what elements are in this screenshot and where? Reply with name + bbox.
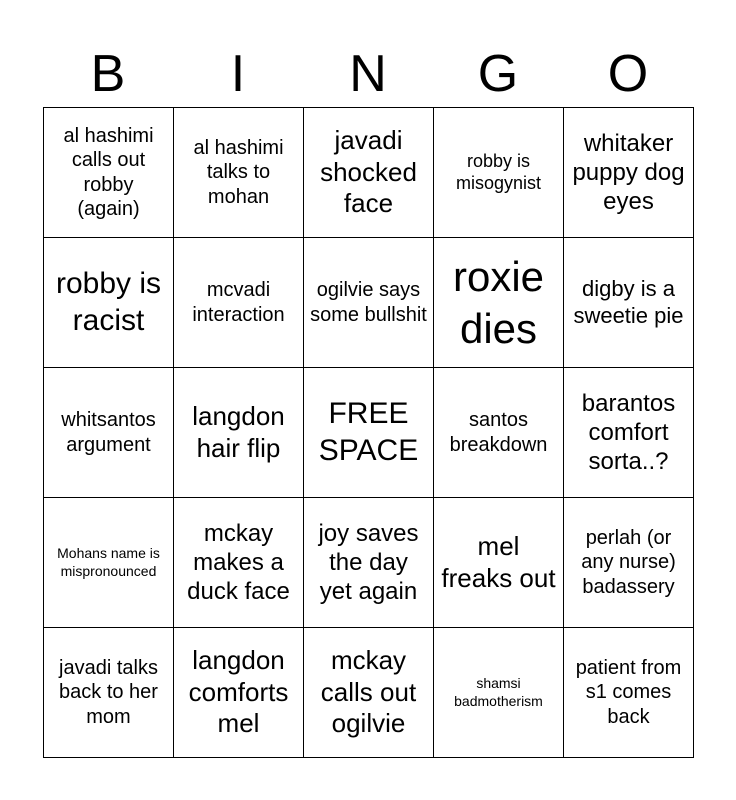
cell-text: patient from s1 comes back [575, 656, 682, 728]
cell-text: barantos comfort sorta..? [581, 389, 676, 476]
bingo-cell[interactable] [174, 238, 304, 368]
header-letter-b: B [90, 45, 126, 103]
cell-text: robby is racist [55, 266, 162, 337]
cell-text: mckay calls out ogilvie [320, 644, 417, 739]
cell-text: langdon comforts mel [188, 644, 289, 739]
cell-text: FREE SPACE [318, 396, 419, 467]
bingo-cell[interactable] [174, 628, 304, 758]
cell-text: javadi talks back to her mom [59, 656, 158, 728]
bingo-cell[interactable] [44, 108, 174, 238]
cell-text: Mohans name is mispronounced [57, 545, 160, 579]
header-letter-o: O [607, 45, 649, 103]
board-row [44, 108, 694, 238]
header-letter-g: G [477, 45, 519, 103]
cell-text: langdon hair flip [192, 400, 285, 463]
header-letter-i: I [230, 45, 246, 103]
bingo-cell[interactable] [434, 238, 564, 368]
bingo-cell[interactable] [304, 368, 434, 498]
cell-text: joy saves the day yet again [318, 519, 419, 606]
bingo-cell[interactable] [44, 628, 174, 758]
bingo-cell[interactable] [44, 498, 174, 628]
cell-text: al hashimi calls out robby (again) [63, 124, 154, 220]
bingo-cell[interactable] [44, 368, 174, 498]
cell-text: javadi shocked face [320, 124, 417, 219]
cell-text: mcvadi interaction [192, 279, 285, 326]
bingo-cell[interactable] [434, 628, 564, 758]
bingo-board [43, 107, 694, 758]
cell-text: digby is a sweetie pie [573, 275, 684, 328]
cell-text: robby is misogynist [455, 150, 542, 193]
bingo-header [43, 40, 693, 108]
board-row [44, 498, 694, 628]
cell-text: shamsi badmotherism [454, 675, 543, 709]
cell-text: mckay makes a duck face [187, 519, 290, 606]
bingo-cell[interactable] [564, 628, 694, 758]
cell-text: perlah (or any nurse) badassery [581, 526, 676, 598]
board-row [44, 628, 694, 758]
bingo-cell[interactable] [564, 368, 694, 498]
bingo-cell[interactable] [564, 498, 694, 628]
bingo-cell[interactable] [174, 498, 304, 628]
cell-text: ogilvie says some bullshit [310, 279, 427, 326]
cell-text: whitsantos argument [61, 409, 156, 456]
cell-text: roxie dies [452, 253, 545, 352]
bingo-cell[interactable] [44, 238, 174, 368]
bingo-cell[interactable] [174, 108, 304, 238]
cell-text: mel freaks out [441, 530, 556, 593]
cell-text: al hashimi talks to mohan [193, 136, 284, 208]
bingo-cell[interactable] [304, 628, 434, 758]
bingo-cell[interactable] [434, 368, 564, 498]
bingo-cell[interactable] [304, 238, 434, 368]
bingo-cell[interactable] [434, 108, 564, 238]
bingo-cell[interactable] [174, 368, 304, 498]
bingo-cell[interactable] [564, 108, 694, 238]
header-letter-n: N [349, 45, 387, 103]
cell-text: santos breakdown [449, 409, 548, 456]
bingo-cell[interactable] [564, 238, 694, 368]
board-row [44, 368, 694, 498]
bingo-cell[interactable] [304, 108, 434, 238]
board-row [44, 238, 694, 368]
cell-text: whitaker puppy dog eyes [572, 129, 685, 216]
bingo-cell[interactable] [434, 498, 564, 628]
bingo-cell[interactable] [304, 498, 434, 628]
